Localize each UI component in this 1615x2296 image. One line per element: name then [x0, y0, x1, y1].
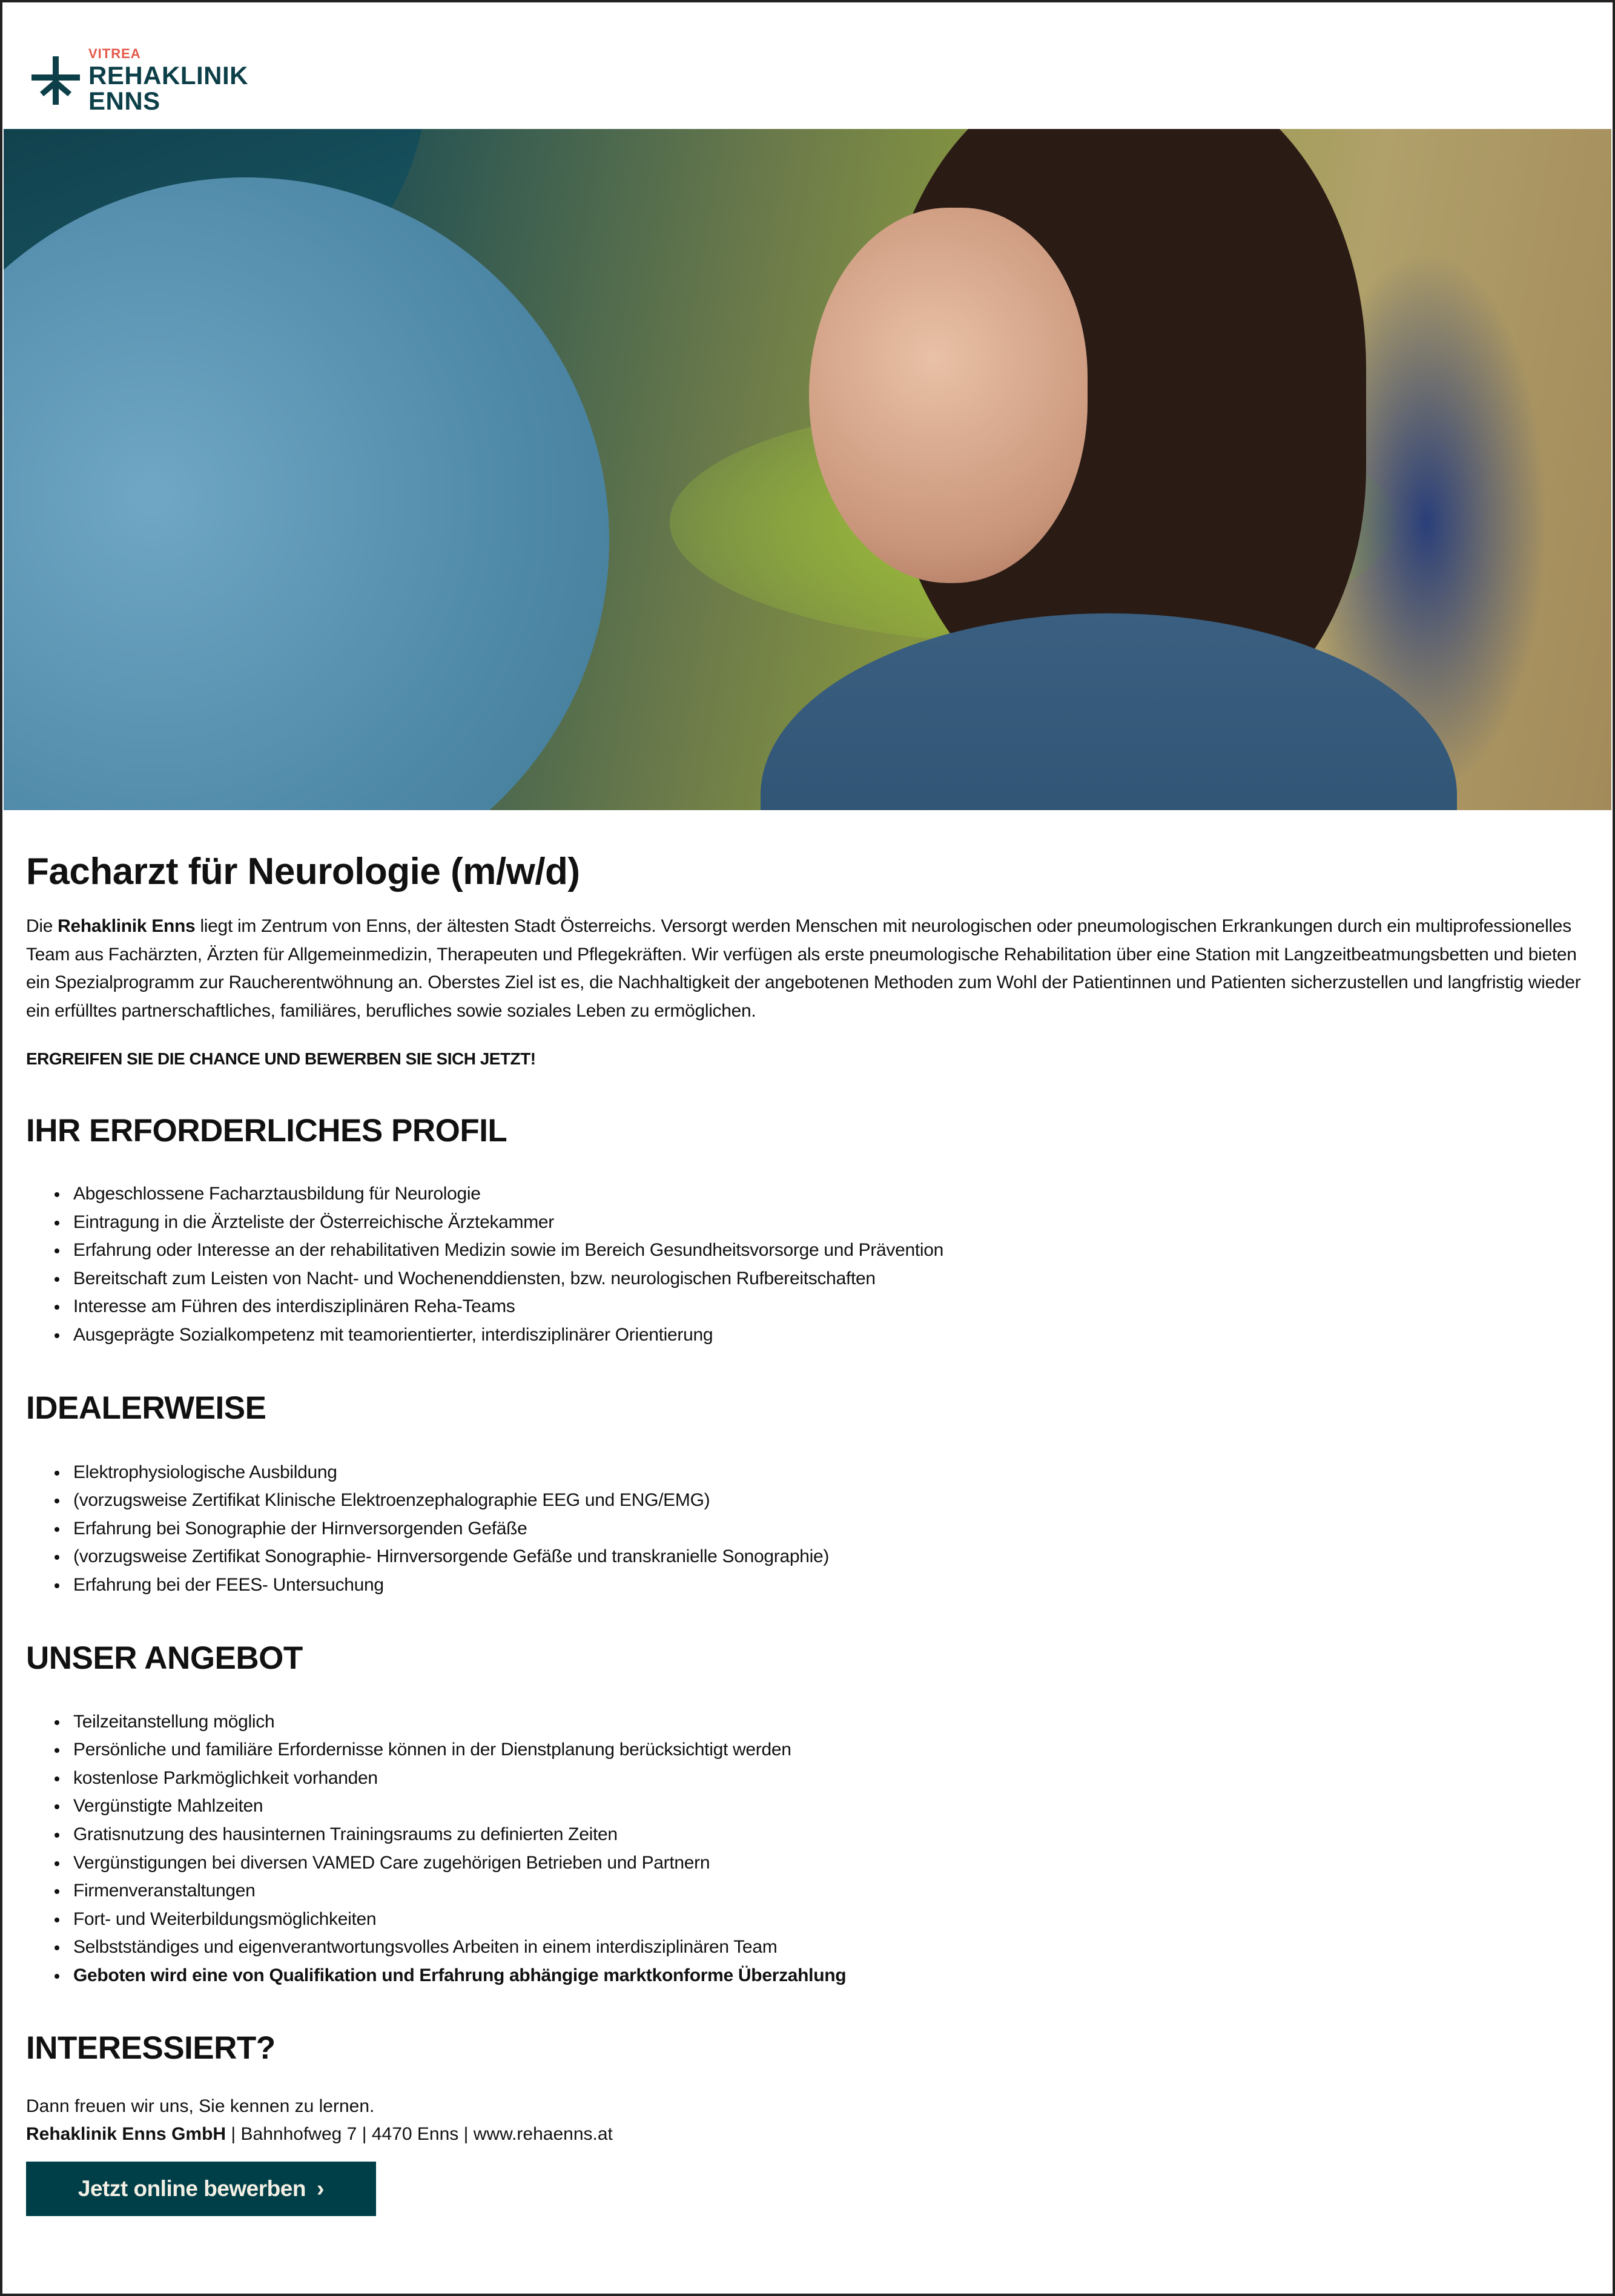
- contact-info: [26, 2093, 1594, 2148]
- list-item: (vorzugsweise Zertifikat Sonographie- Hirnversorgende Gefäße und transkranielle Sonographie): [73, 1543, 1594, 1571]
- offer-list: [26, 1708, 1594, 1990]
- contact-line: Dann freuen wir uns, Sie kennen zu lernen.: [26, 2096, 375, 2117]
- intro-paragraph: [26, 912, 1594, 1025]
- ideal-list: [26, 1459, 1594, 1600]
- intro-prefix: Die: [26, 916, 58, 936]
- list-item: Eintragung in die Ärzteliste der Österreichische Ärztekammer: [73, 1209, 1594, 1237]
- ideal-heading: IDEALERWEISE: [26, 1390, 266, 1426]
- apply-online-button[interactable]: [26, 2162, 376, 2216]
- list-item: Erfahrung bei Sonographie der Hirnversorgenden Gefäße: [73, 1515, 1594, 1543]
- chevron-right-icon: ›: [316, 2176, 325, 2202]
- logo-brand-top: VITREA: [88, 46, 141, 61]
- profile-heading: IHR ERFORDERLICHES PROFIL: [26, 1113, 507, 1149]
- list-item: Elektrophysiologische Ausbildung: [73, 1459, 1594, 1487]
- logo-brand-line1: REHAKLINIK: [88, 61, 248, 90]
- list-item: Vergünstigte Mahlzeiten: [73, 1792, 1594, 1821]
- company-name: Rehaklinik Enns GmbH: [26, 2124, 226, 2145]
- job-content: [26, 845, 1594, 2216]
- list-item: Fort- und Weiterbildungsmöglichkeiten: [73, 1905, 1594, 1934]
- list-item: Bereitschaft zum Leisten von Nacht- und Wochenenddiensten, bzw. neurologischen Rufbereitschaften: [73, 1265, 1594, 1293]
- intro-text: liegt im Zentrum von Enns, der ältesten Stadt Österreichs. Versorgt werden Menschen mit neurologischen oder pneumologischen Erkrankungen durch ein multiprofessionelles Team aus Fachärzten, Ärzten für Allgemeinmedizin, Therapeuten und Pflegekräften. Wir verfügen als erste pneumologische Rehabilitation über eine Station mit Langzeitbeatmungsbetten und bieten ein Spezialprogramm zur Raucherentwöhnung an. Oberstes Ziel ist es, die Nachhaltigkeit der angebotenen Methoden zum Wohl der Patientinnen und Patienten sicherzustellen und langfristig wieder ein erfülltes partnerschaftliches, familiäres, berufliches sowie soziales Leben zu ermöglichen.: [26, 916, 1581, 1021]
- contact-address-line: [26, 2120, 1594, 2148]
- logo: [31, 44, 248, 117]
- list-item: Selbstständiges und eigenverantwortungsvolles Arbeiten in einem interdisziplinären Team: [73, 1933, 1594, 1962]
- list-item: Ausgeprägte Sozialkompetenz mit teamorientierter, interdisziplinärer Orientierung: [73, 1321, 1594, 1350]
- hero-image: [4, 129, 1611, 810]
- list-item-salary: Geboten wird eine von Qualifikation und Erfahrung abhängige marktkonforme Überzahlung: [73, 1962, 1594, 1990]
- list-item: Persönliche und familiäre Erfordernisse können in der Dienstplanung berücksichtigt werden: [73, 1736, 1594, 1764]
- list-item: Teilzeitanstellung möglich: [73, 1708, 1594, 1737]
- list-item: Vergünstigungen bei diversen VAMED Care zugehörigen Betrieben und Partnern: [73, 1849, 1594, 1878]
- call-to-action-text: ERGREIFEN SIE DIE CHANCE UND BEWERBEN SIE SICH JETZT!: [26, 1049, 536, 1068]
- list-item: Erfahrung oder Interesse an der rehabilitativen Medizin sowie im Bereich Gesundheitsvorsorge und Prävention: [73, 1236, 1594, 1265]
- logo-brand-line2: ENNS: [88, 87, 160, 115]
- list-item: Gratisnutzung des hausinternen Trainingsraums zu definierten Zeiten: [73, 1821, 1594, 1849]
- company-address: | Bahnhofweg 7 | 4470 Enns | www.rehaenns.at: [226, 2124, 613, 2145]
- list-item: kostenlose Parkmöglichkeit vorhanden: [73, 1764, 1594, 1793]
- contact-heading: INTERESSIERT?: [26, 2030, 276, 2067]
- job-title: Facharzt für Neurologie (m/w/d): [26, 851, 580, 892]
- list-item: Erfahrung bei der FEES- Untersuchung: [73, 1571, 1594, 1600]
- intro-clinic-name: Rehaklinik Enns: [58, 916, 196, 936]
- profile-list: [26, 1180, 1594, 1350]
- asterisk-cross-icon: [31, 56, 80, 105]
- list-item: (vorzugsweise Zertifikat Klinische Elektroenzephalographie EEG und ENG/EMG): [73, 1486, 1594, 1515]
- offer-heading: UNSER ANGEBOT: [26, 1640, 303, 1676]
- list-item: Interesse am Führen des interdisziplinären Reha-Teams: [73, 1293, 1594, 1321]
- list-item: Firmenveranstaltungen: [73, 1877, 1594, 1905]
- list-item: Abgeschlossene Facharztausbildung für Neurologie: [73, 1180, 1594, 1209]
- apply-button-label: Jetzt online bewerben: [78, 2176, 306, 2202]
